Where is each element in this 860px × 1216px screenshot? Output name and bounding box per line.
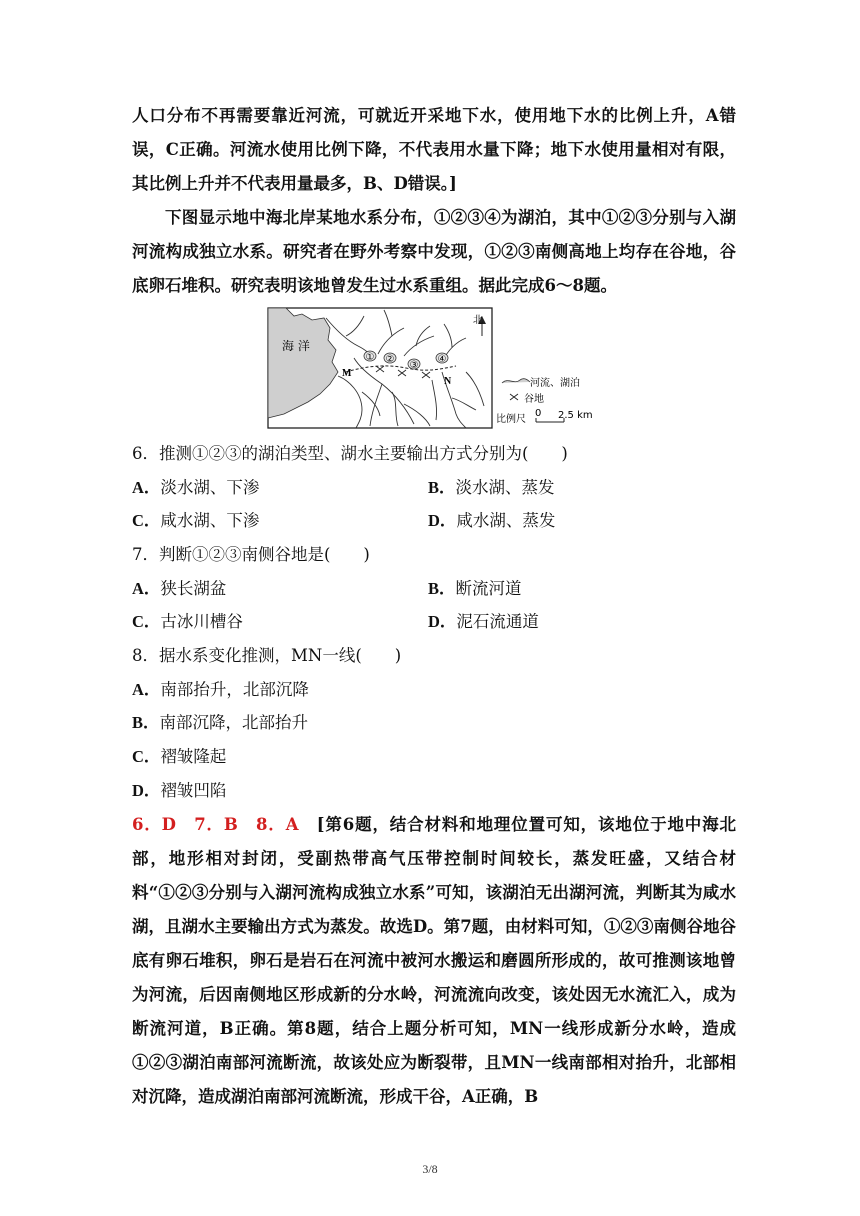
question-8-option-a: A．南部抬升，北部沉降 [132,680,309,699]
question-7-option-a: A．狭长湖盆 [132,579,227,598]
sea-label: 海 洋 [282,339,310,353]
scale-value: 2.5 km [558,410,593,421]
map-legend [496,376,593,425]
passage-text: 下图显示地中海北岸某地水系分布，①②③④为湖泊，其中①②③分别与入湖河流构成独立水系。研究者在野外考察中发现，①②③南侧高地上均存在谷地，谷底卵石堆积。研究表明该地曾发生过水系重组。据此完成6～8题。 [132,208,736,295]
point-n-label: N [444,376,452,387]
lake-4-label: ④ [437,354,447,365]
question-6-stem: 6．推测①②③的湖泊类型、湖水主要输出方式分别为( ) [132,444,568,463]
legend-river-label: 河流、湖泊 [530,378,580,389]
previous-explanation: 人口分布不再需要靠近河流，可就近开采地下水，使用地下水的比例上升，A错误，C正确。河流水使用比例下降，不代表用水量下降；地下水使用量相对有限，其比例上升并不代表用量最多，B、D错误。] [132,106,736,193]
question-8-option-c: C．褶皱隆起 [132,747,227,766]
question-6-option-a: A．淡水湖、下渗 [132,478,260,497]
question-6-option-c: C．咸水湖、下渗 [132,511,260,530]
legend-valley-label: 谷地 [524,394,544,405]
answer-keys: 6．D 7．B 8．A [132,815,299,834]
scale-label: 比例尺 [496,414,526,425]
north-label: 北 [473,315,483,326]
valley-legend-icon [510,394,518,400]
question-6-option-b: B．淡水湖、蒸发 [428,478,555,497]
water-system-map [266,306,606,430]
question-7-option-b: B．断流河道 [428,579,522,598]
scale-zero: 0 [535,408,542,419]
lake-2-label: ② [385,354,395,365]
question-8-option-d: D．褶皱凹陷 [132,781,227,800]
question-7-option-d: D．泥石流通道 [428,612,539,631]
lake-3-label: ③ [409,360,419,371]
river-lake-legend-icon [502,379,530,383]
question-7-stem: 7．判断①②③南侧谷地是( ) [132,545,370,564]
question-6-option-d: D．咸水湖、蒸发 [428,511,556,530]
lake-1-label: ① [365,352,375,363]
explanation-text: [第6题，结合材料和地理位置可知，该地位于地中海北部，地形相对封闭，受副热带高气压带控制时间较长，蒸发旺盛，又结合材料“①②③分别与入湖河流构成独立水系”可知，该湖泊无出湖河流，判断其为咸水湖，且湖水主要输出方式为蒸发。故选D。第7题，由材料可知，①②③南侧谷地谷底有卵石堆积，卵石是岩石在河流中被河水搬运和磨圆所形成的，故可推测该地曾为河流，后因南侧地区形成新的分水岭，河流流向改变，该处因无水流汇入，成为断流河道，B正确。第8题，结合上题分析可知，MN一线形成新分水岭，造成①②③湖泊南部河流断流，故该处应为断裂带，且MN一线南部相对抬升，北部相对沉降，造成湖泊南部河流断流，形成干谷，A正确，B [132,815,737,1106]
question-8-stem: 8．据水系变化推测，MN一线( ) [132,646,402,665]
question-8-option-b: B．南部沉降，北部抬升 [132,713,309,732]
page-number: 3/8 [422,1162,438,1176]
answer-explanation [132,808,736,1114]
point-m-label: M [342,368,352,379]
question-7-option-c: C．古冰川槽谷 [132,612,243,631]
